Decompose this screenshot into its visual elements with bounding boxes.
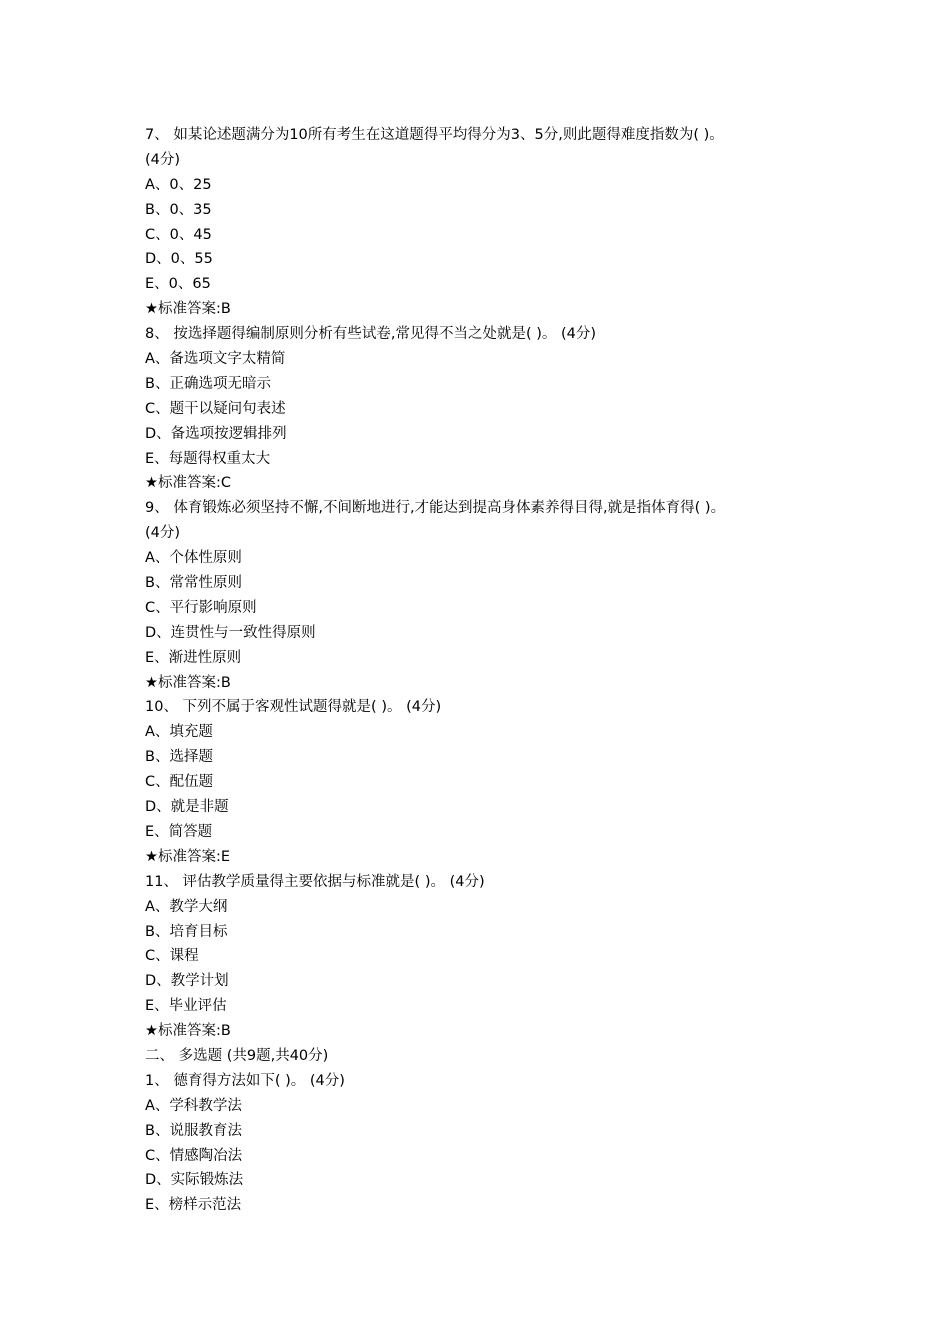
question-8-option-b: B、正确选项无暗示 <box>145 375 271 392</box>
question-7-option-b: B、0、35 <box>145 201 212 218</box>
question-9-option-e: E、渐进性原则 <box>145 649 242 666</box>
question-8-option-e: E、每题得权重太大 <box>145 450 271 467</box>
question-8-option-a: A、备选项文字太精简 <box>145 351 286 368</box>
question-7-score: (4分) <box>145 151 181 168</box>
question-8-option-c: C、题干以疑问句表述 <box>145 400 286 417</box>
question-11-stem: 11、 评估教学质量得主要依据与标准就是( )。 (4分) <box>145 873 485 890</box>
question-10-option-d: D、就是非题 <box>145 799 229 816</box>
question-9-answer: ★标准答案:B <box>145 674 231 691</box>
question-7-option-c: C、0、45 <box>145 226 212 243</box>
multi-question-1-option-a: A、学科教学法 <box>145 1097 242 1114</box>
question-9-stem: 9、 体育锻炼必须坚持不懈,不间断地进行,才能达到提高身体素养得目得,就是指体育得( )。 <box>145 500 726 517</box>
question-10-option-a: A、填充题 <box>145 724 213 741</box>
document-body <box>145 123 845 1218</box>
question-7-option-d: D、0、55 <box>145 251 213 268</box>
multi-question-1-stem: 1、 德育得方法如下( )。 (4分) <box>145 1072 345 1089</box>
question-7-option-e: E、0、65 <box>145 276 211 293</box>
question-10-option-e: E、简答题 <box>145 823 213 840</box>
question-10-stem: 10、 下列不属于客观性试题得就是( )。 (4分) <box>145 699 442 716</box>
question-10-option-c: C、配伍题 <box>145 774 214 791</box>
multi-question-1-option-b: B、说服教育法 <box>145 1122 242 1139</box>
question-11-option-e: E、毕业评估 <box>145 998 227 1015</box>
question-8-answer: ★标准答案:C <box>145 475 232 492</box>
question-11-answer: ★标准答案:B <box>145 1023 231 1040</box>
question-9-option-a: A、个体性原则 <box>145 550 242 567</box>
question-9-option-c: C、平行影响原则 <box>145 599 257 616</box>
question-10-option-b: B、选择题 <box>145 749 213 766</box>
question-7-answer: ★标准答案:B <box>145 301 231 318</box>
multi-question-1-option-e: E、榜样示范法 <box>145 1197 242 1214</box>
question-11-option-a: A、教学大纲 <box>145 898 228 915</box>
question-11-option-d: D、教学计划 <box>145 973 229 990</box>
question-10-answer: ★标准答案:E <box>145 848 231 865</box>
multi-question-1-option-d: D、实际锻炼法 <box>145 1172 244 1189</box>
question-11-option-c: C、课程 <box>145 948 199 965</box>
question-9-option-b: B、常常性原则 <box>145 575 242 592</box>
section-heading-multiple-choice: 二、 多选题 (共9题,共40分) <box>145 1047 329 1064</box>
question-7-option-a: A、0、25 <box>145 176 212 193</box>
question-11-option-b: B、培育目标 <box>145 923 228 940</box>
question-7-stem: 7、 如某论述题满分为10所有考生在这道题得平均得分为3、5分,则此题得难度指数为( )。 <box>145 127 724 143</box>
question-8-option-d: D、备选项按逻辑排列 <box>145 425 287 442</box>
question-8-stem: 8、 按选择题得编制原则分析有些试卷,常见得不当之处就是( )。 (4分) <box>145 326 597 343</box>
question-9-score: (4分) <box>145 525 181 542</box>
question-9-option-d: D、连贯性与一致性得原则 <box>145 624 316 641</box>
multi-question-1-option-c: C、情感陶冶法 <box>145 1147 243 1164</box>
